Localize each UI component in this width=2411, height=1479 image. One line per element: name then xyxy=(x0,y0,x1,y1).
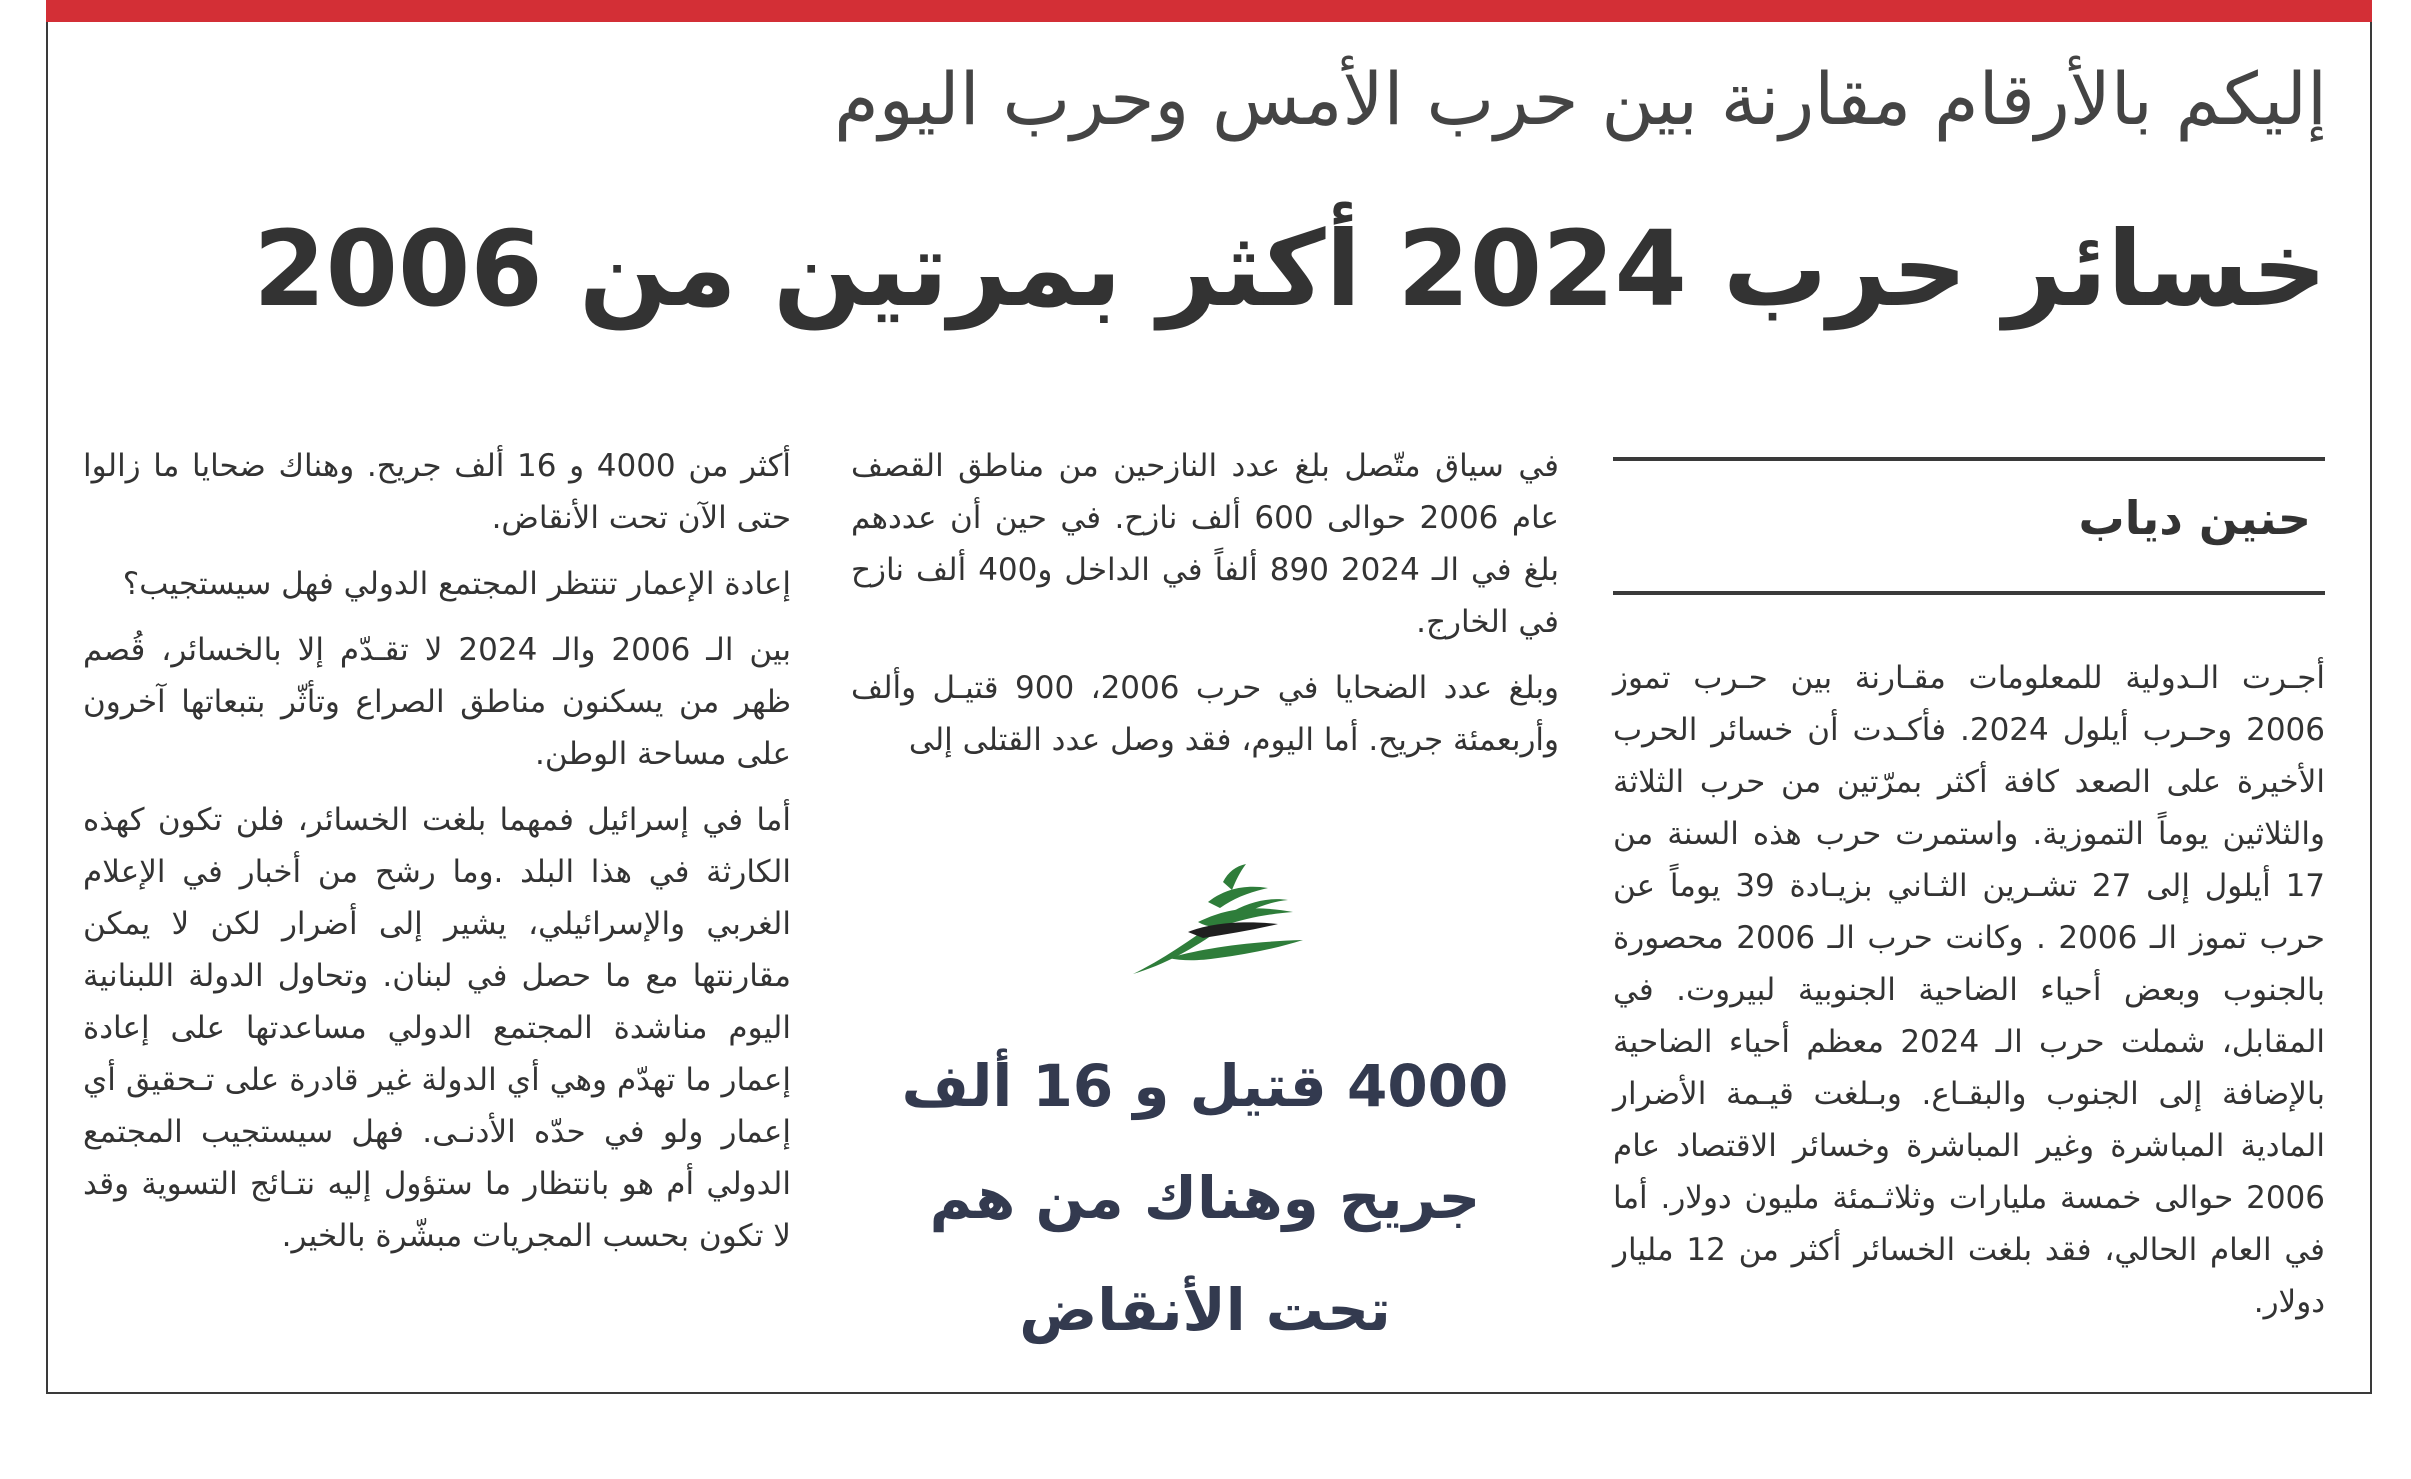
column-left xyxy=(83,440,791,1276)
pull-quote-line: تحت الأنقاض xyxy=(1019,1276,1391,1344)
paragraph: في سياق متّصل بلغ عدد النازحين من مناطق القصف عام 2006 حوالى 600 ألف نازح. في حين أن عددهم بلغ في الـ 2024 890 ألفاً في الداخل و400 ألف نازح في الخارج. xyxy=(851,448,1559,640)
pull-quote xyxy=(851,1030,1559,1366)
column-middle xyxy=(851,440,1559,780)
pull-quote-line: 4000 قتيل و 16 ألف xyxy=(901,1052,1509,1120)
paragraph: أما في إسرائيل فمهما بلغت الخسائر، فلن تكون كهذه الكارثة في هذا البلد .وما رشح من أخبار في الإعلام الغربي والإسرائيلي، يشير إلى أضرار لكن لا يمكن مقارنتها مع ما حصل في لبنان. وتحاول الدولة اللبنانية اليوم مناشدة المجتمع الدولي مساعدتها على إعادة إعمار ما تهدّم وهي أي الدولة غير قادرة على تـحقيق أي إعمار ولو في حدّه الأدنـى. فهل سيستجيب المجتمع الدولي أم هو بانتظار ما ستؤول إليه نتـائج التسوية وقد لا تكون بحسب المجريات مبشّرة بالخير. xyxy=(83,802,791,1254)
pull-quote-line: جريح وهناك من هم xyxy=(929,1164,1481,1232)
accent-bar xyxy=(46,0,2372,22)
byline-box xyxy=(1613,457,2325,595)
lebanese-cedar-icon xyxy=(1128,862,1318,982)
paragraph: وبلغ عدد الضحايا في حرب 2006، 900 قتيـل وألف وأربعمئة جريح. أما اليوم، فقد وصل عدد القتلى إلى xyxy=(851,670,1559,758)
subheading: إعادة الإعمار تنتظر المجتمع الدولي فهل سيستجيب؟ xyxy=(122,566,791,602)
author-name: حنين دياب xyxy=(2078,491,2311,545)
article-headline: خسائر حرب 2024 أكثر بمرتين من 2006 xyxy=(253,208,2327,330)
article-kicker: إليكم بالأرقام مقارنة بين حرب الأمس وحرب اليوم xyxy=(834,57,2327,141)
paragraph: بين الـ 2006 والـ 2024 لا تقـدّم إلا بالخسائر، قُصم ظهر من يسكنون مناطق الصراع وتأثّر بتبعاتها آخرون على مساحة الوطن. xyxy=(83,632,791,772)
paragraph: أجـرت الـدولية للمعلومات مقـارنة بين حـرب تموز 2006 وحـرب أيلول 2024. فأكـدت أن خسائر الحرب الأخيرة على الصعد كافة أكثر بمرّتين من حرب الثلاثة والثلاثين يوماً التموزية. واستمرت حرب هذه السنة من 17 أيلول إلى 27 تشـرين الثـاني بزيـادة 39 يوماً عن حرب تموز الـ 2006 . وكانت حرب الـ 2006 محصورة بالجنوب وبعض أحياء الضاحية الجنوبية لبيروت. في المقابل، شملت حرب الـ 2024 معظم أحياء الضاحية بالإضافة إلى الجنوب والبقـاع. وبـلغت قيـمة الأضرار المادية المباشرة وغير المباشرة وخسائر الاقتصاد عام 2006 حوالى خمسة مليارات وثلاثـمئة مليون دولار. أما في العام الحالي، فقد بلغت الخسائر أكثر من 12 مليار دولار. xyxy=(1613,660,2326,1320)
paragraph: أكثر من 4000 و 16 ألف جريح. وهناك ضحايا ما زالوا حتى الآن تحت الأنقاض. xyxy=(83,448,792,536)
column-right xyxy=(1613,652,2325,1342)
